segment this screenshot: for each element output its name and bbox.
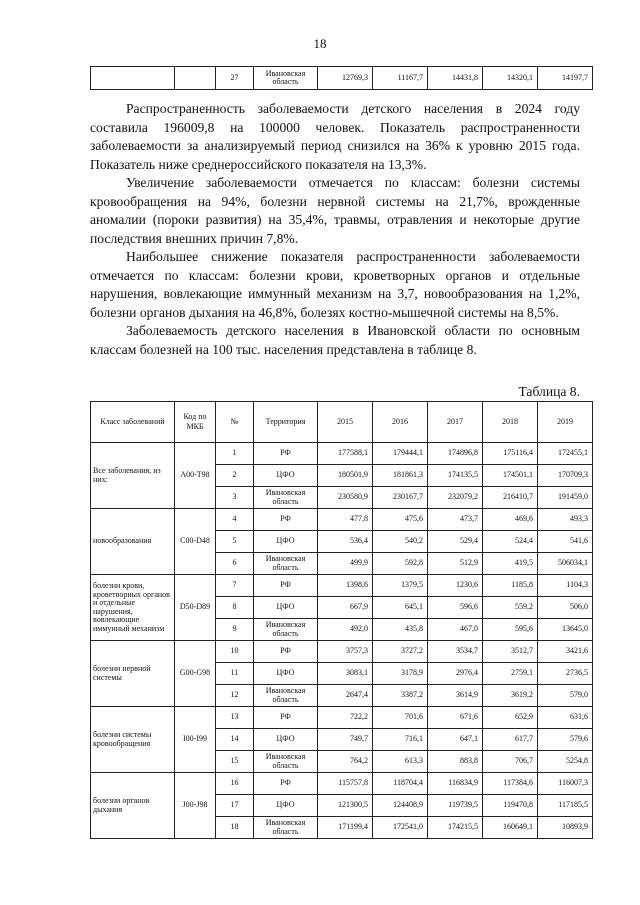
value-cell: 170709,3 [538,465,593,487]
territory-cell: РФ [254,641,318,663]
value-cell: 174215,5 [428,817,483,839]
disease-class-cell: болезни органов дыхания [91,773,175,839]
territory-cell: ЦФО [254,531,318,553]
value-cell: 506,0 [538,597,593,619]
value-cell: 116834,9 [428,773,483,795]
value-cell: 216410,7 [483,487,538,509]
territory-cell: Ивановская область [254,619,318,641]
value-cell: 645,1 [373,597,428,619]
value-cell: 14197,7 [538,67,593,90]
header-year: 2017 [428,402,483,443]
row-number: 12 [216,685,254,707]
value-cell: 2976,4 [428,663,483,685]
disease-class-cell: новообразования [91,509,175,575]
row-number: 16 [216,773,254,795]
value-cell: 475,6 [373,509,428,531]
territory-cell: РФ [254,575,318,597]
row-number: 1 [216,443,254,465]
territory-cell: РФ [254,509,318,531]
row-number: 10 [216,641,254,663]
value-cell: 118704,4 [373,773,428,795]
value-cell: 617,7 [483,729,538,751]
row-number: 17 [216,795,254,817]
value-cell: 1230,6 [428,575,483,597]
value-cell: 524,4 [483,531,538,553]
row-number: 11 [216,663,254,685]
value-cell: 3727,2 [373,641,428,663]
table-row [91,443,593,465]
value-cell: 506034,1 [538,553,593,575]
row-number: 15 [216,751,254,773]
row-number: 9 [216,619,254,641]
row-number: 18 [216,817,254,839]
value-cell: 499,9 [318,553,373,575]
row-number: 13 [216,707,254,729]
territory-cell: Ивановская область [254,751,318,773]
value-cell: 749,7 [318,729,373,751]
morbidity-table [90,401,593,839]
value-cell: 174896,8 [428,443,483,465]
body-text [90,100,580,359]
territory-cell: ЦФО [254,597,318,619]
value-cell: 14320,1 [483,67,538,90]
value-cell: 179444,1 [373,443,428,465]
table-caption: Таблица 8. [518,384,580,399]
value-cell: 13645,0 [538,619,593,641]
table-row [91,67,593,90]
value-cell: 671,6 [428,707,483,729]
header-year: 2015 [318,402,373,443]
territory-cell: РФ [254,443,318,465]
row-number: 14 [216,729,254,751]
table-body [91,443,593,839]
value-cell: 419,5 [483,553,538,575]
value-cell: 579,0 [538,685,593,707]
header-year: 2018 [483,402,538,443]
value-cell: 177588,1 [318,443,373,465]
value-cell: 119470,8 [483,795,538,817]
value-cell: 121300,5 [318,795,373,817]
territory-cell: ЦФО [254,465,318,487]
territory-cell: РФ [254,707,318,729]
value-cell: 181861,3 [373,465,428,487]
value-cell: 701,6 [373,707,428,729]
value-cell: 116007,3 [538,773,593,795]
table-row [91,509,593,531]
page-number: 18 [313,36,327,51]
disease-class-cell: болезни крови, кроветворных органов и отдельные нарушения, вовлекающие иммунный механизм [91,575,175,641]
value-cell: 2736,5 [538,663,593,685]
value-cell: 647,1 [428,729,483,751]
territory-cell: Ивановская область [254,67,318,90]
value-cell: 652,9 [483,707,538,729]
value-cell: 764,2 [318,751,373,773]
table-row [91,773,593,795]
value-cell: 1398,6 [318,575,373,597]
value-cell: 3619,2 [483,685,538,707]
value-cell: 172541,0 [373,817,428,839]
row-number: 5 [216,531,254,553]
value-cell: 469,6 [483,509,538,531]
value-cell: 2759,1 [483,663,538,685]
value-cell: 512,9 [428,553,483,575]
value-cell: 716,1 [373,729,428,751]
disease-class-cell: болезни системы кровообращения [91,707,175,773]
value-cell: 3757,3 [318,641,373,663]
value-cell: 12769,3 [318,67,373,90]
territory-cell: ЦФО [254,729,318,751]
disease-class-cell: Все заболевания, из них: [91,443,175,509]
value-cell: 579,6 [538,729,593,751]
value-cell: 5254,8 [538,751,593,773]
value-cell: 117185,5 [538,795,593,817]
value-cell: 119739,5 [428,795,483,817]
value-cell: 722,2 [318,707,373,729]
territory-cell: ЦФО [254,663,318,685]
header-territory: Территория [254,402,318,443]
value-cell: 232079,2 [428,487,483,509]
territory-cell: РФ [254,773,318,795]
paragraph: Заболеваемость детского населения в Ивановской области по основным классам болезней на 100 тыс. населения представлена в таблице 8. [90,323,580,357]
value-cell: 883,8 [428,751,483,773]
icd-code-cell: J00-J98 [175,773,216,839]
value-cell: 706,7 [483,751,538,773]
value-cell: 115757,8 [318,773,373,795]
value-cell: 1104,3 [538,575,593,597]
value-cell: 3534,7 [428,641,483,663]
row-number: 7 [216,575,254,597]
value-cell: 592,8 [373,553,428,575]
value-cell: 540,2 [373,531,428,553]
territory-cell: Ивановская область [254,487,318,509]
row-number: 2 [216,465,254,487]
icd-code-cell: G00-G98 [175,641,216,707]
paragraph: Распространенность заболеваемости детского населения в 2024 году составила 196009,8 на 100000 человек. Показатель распространенности заболеваемости за анализируемый период снизился на 36% к уровню 2015 года. Показатель ниже среднероссийского показателя на 13,3%. [90,101,580,172]
value-cell: 124408,9 [373,795,428,817]
value-cell: 529,4 [428,531,483,553]
disease-class-cell: болезни нервной системы [91,641,175,707]
paragraph: Увеличение заболеваемости отмечается по классам: болезни системы кровообращения на 94%, болезни нервной системы на 21,7%, врожденные аномалии (пороки развития) на 35,4%, травмы, отравления и некоторые другие последствия внешних причин 7,8%. [90,175,580,246]
row-number: 27 [216,67,254,90]
value-cell: 11167,7 [373,67,428,90]
value-cell: 174501,1 [483,465,538,487]
icd-code-cell: A00-T98 [175,443,216,509]
value-cell: 559,2 [483,597,538,619]
header-year: 2016 [373,402,428,443]
value-cell: 230580,9 [318,487,373,509]
value-cell: 1379,5 [373,575,428,597]
value-cell: 14431,8 [428,67,483,90]
table-row [91,575,593,597]
value-cell: 10893,9 [538,817,593,839]
value-cell: 595,6 [483,619,538,641]
value-cell: 541,6 [538,531,593,553]
icd-code-cell: I00-I99 [175,707,216,773]
value-cell: 596,6 [428,597,483,619]
value-cell: 171199,4 [318,817,373,839]
value-cell: 3387,2 [373,685,428,707]
value-cell: 435,8 [373,619,428,641]
value-cell: 473,7 [428,509,483,531]
territory-cell: ЦФО [254,795,318,817]
value-cell: 3512,7 [483,641,538,663]
table-row [91,641,593,663]
value-cell: 191459,0 [538,487,593,509]
table-header-row [91,402,593,443]
value-cell: 631,6 [538,707,593,729]
row-number: 4 [216,509,254,531]
value-cell: 613,3 [373,751,428,773]
value-cell: 492,0 [318,619,373,641]
value-cell: 3178,9 [373,663,428,685]
value-cell: 160649,1 [483,817,538,839]
value-cell: 117384,6 [483,773,538,795]
value-cell: 493,3 [538,509,593,531]
header-code: Код по МКБ [175,402,216,443]
value-cell: 536,4 [318,531,373,553]
row-number: 3 [216,487,254,509]
territory-cell: Ивановская область [254,685,318,707]
value-cell: 3421,6 [538,641,593,663]
header-year: 2019 [538,402,593,443]
value-cell: 230167,7 [373,487,428,509]
value-cell: 175116,4 [483,443,538,465]
value-cell: 172455,1 [538,443,593,465]
value-cell: 3083,1 [318,663,373,685]
icd-code-cell: C00-D48 [175,509,216,575]
value-cell: 467,0 [428,619,483,641]
value-cell: 180501,9 [318,465,373,487]
territory-cell: Ивановская область [254,553,318,575]
paragraph: Наибольшее снижение показателя распространенности заболеваемости отмечается по классам: болезни крови, кроветворных органов и отдельные нарушения, вовлекающие иммунный механизм на 3,7, новообразования на 1,2%, болезни органов дыхания на 46,8%, болезях костно-мышечной системы на 8,5%. [90,249,580,320]
row-number: 8 [216,597,254,619]
icd-code-cell: D50-D89 [175,575,216,641]
value-cell: 3614,9 [428,685,483,707]
header-num: № [216,402,254,443]
continuation-table [90,66,593,90]
value-cell: 1185,8 [483,575,538,597]
value-cell: 667,9 [318,597,373,619]
table-row [91,707,593,729]
value-cell: 2647,4 [318,685,373,707]
row-number: 6 [216,553,254,575]
value-cell: 477,8 [318,509,373,531]
value-cell: 174135,5 [428,465,483,487]
header-class: Класс заболеваний [91,402,175,443]
territory-cell: Ивановская область [254,817,318,839]
